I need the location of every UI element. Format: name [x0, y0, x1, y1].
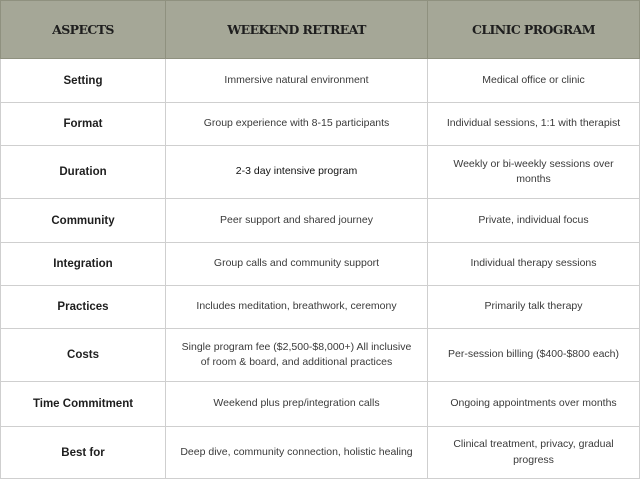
table-row	[1, 427, 640, 479]
aspect-cell: Community	[1, 199, 166, 243]
table-row	[1, 59, 640, 103]
clinic-cell: Per-session billing ($400-$800 each)	[428, 329, 640, 382]
aspect-cell: Duration	[1, 146, 166, 199]
clinic-cell: Individual therapy sessions	[428, 243, 640, 286]
retreat-cell: Peer support and shared journey	[166, 199, 428, 243]
table-row	[1, 329, 640, 382]
aspect-cell: Costs	[1, 329, 166, 382]
table-row	[1, 146, 640, 199]
clinic-cell: Clinical treatment, privacy, gradual progress	[428, 427, 640, 479]
clinic-cell: Private, individual focus	[428, 199, 640, 243]
aspect-cell: Setting	[1, 59, 166, 103]
clinic-cell: Ongoing appointments over months	[428, 382, 640, 427]
retreat-cell: Group calls and community support	[166, 243, 428, 286]
clinic-cell: Primarily talk therapy	[428, 286, 640, 329]
clinic-cell: Medical office or clinic	[428, 59, 640, 103]
table-row	[1, 103, 640, 146]
aspect-cell: Format	[1, 103, 166, 146]
retreat-cell: Weekend plus prep/integration calls	[166, 382, 428, 427]
table-row	[1, 286, 640, 329]
header-row	[1, 1, 640, 59]
aspect-cell: Best for	[1, 427, 166, 479]
retreat-cell: Single program fee ($2,500-$8,000+) All inclusive of room & board, and additional practices	[166, 329, 428, 382]
clinic-cell: Individual sessions, 1:1 with therapist	[428, 103, 640, 146]
header-aspects: ASPECTS	[1, 1, 166, 59]
table-row	[1, 199, 640, 243]
retreat-cell: Group experience with 8-15 participants	[166, 103, 428, 146]
retreat-cell: Includes meditation, breathwork, ceremony	[166, 286, 428, 329]
table-row	[1, 243, 640, 286]
retreat-cell: Immersive natural environment	[166, 59, 428, 103]
header-clinic-program: CLINIC PROGRAM	[428, 1, 640, 59]
aspect-cell: Practices	[1, 286, 166, 329]
table-row	[1, 382, 640, 427]
retreat-cell: Deep dive, community connection, holistic healing	[166, 427, 428, 479]
clinic-cell: Weekly or bi-weekly sessions over months	[428, 146, 640, 199]
header-weekend-retreat: WEEKEND RETREAT	[166, 1, 428, 59]
aspect-cell: Time Commitment	[1, 382, 166, 427]
retreat-cell: 2-3 day intensive program	[166, 146, 428, 199]
aspect-cell: Integration	[1, 243, 166, 286]
